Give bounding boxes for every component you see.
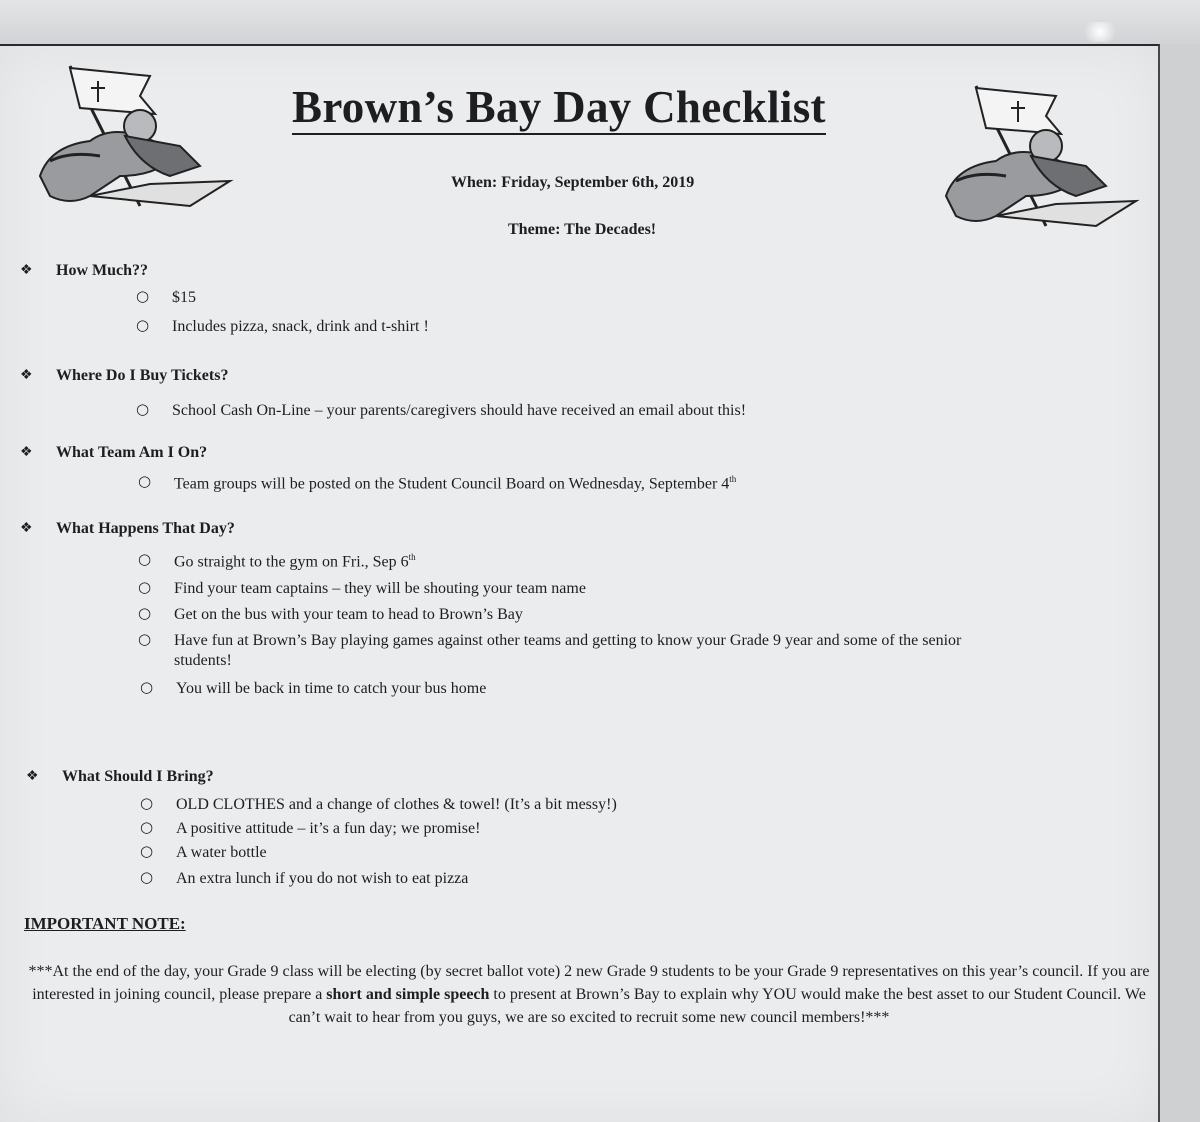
list-item: ○ Team groups will be posted on the Student Council Board on Wednesday, September 4th <box>138 472 737 493</box>
circle-bullet-icon: ○ <box>140 794 154 812</box>
list-item: ○ Find your team captains – they will be shouting your team name <box>138 578 586 597</box>
important-note-heading: IMPORTANT NOTE: <box>24 914 186 933</box>
list-item: ○ You will be back in time to catch your bus home <box>140 678 487 697</box>
knight-logo-right <box>936 76 1156 244</box>
circle-bullet-icon: ○ <box>136 287 150 305</box>
diamond-bullet-icon: ❖ <box>20 263 33 278</box>
section-heading-text: What Should I Bring? <box>62 768 214 785</box>
document-page <box>0 44 1160 1122</box>
section-heading-team <box>20 444 208 462</box>
event-date: When: Friday, September 6th, 2019 <box>451 174 695 191</box>
circle-bullet-icon: ○ <box>140 678 154 696</box>
document-title: Brown’s Bay Day Checklist <box>292 84 826 135</box>
circle-bullet-icon: ○ <box>140 842 154 860</box>
section-heading-tickets <box>20 367 229 385</box>
circle-bullet-icon: ○ <box>138 472 152 490</box>
list-item: ○ Have fun at Brown’s Bay playing games against other teams and getting to know your Grade 9 year and some of the senior <box>138 630 962 649</box>
list-item: ○ An extra lunch if you do not wish to eat pizza <box>140 868 469 887</box>
knight-logo-left <box>30 56 250 224</box>
section-heading-bring <box>26 768 214 786</box>
circle-bullet-icon: ○ <box>138 550 152 568</box>
event-theme: Theme: The Decades! <box>508 221 657 238</box>
section-heading-text: What Team Am I On? <box>56 444 208 461</box>
list-item: ○ Includes pizza, snack, drink and t-shirt ! <box>136 316 429 335</box>
circle-bullet-icon: ○ <box>138 604 152 622</box>
list-item: ○ Get on the bus with your team to head to Brown’s Bay <box>138 604 523 623</box>
section-heading-text: What Happens That Day? <box>56 520 235 537</box>
section-heading-how-much <box>20 262 148 280</box>
circle-bullet-icon: ○ <box>138 578 152 596</box>
section-heading-text: How Much?? <box>56 262 148 279</box>
section-heading-day <box>20 520 235 538</box>
important-note-body: ***At the end of the day, your Grade 9 class will be electing (by secret ballot vote) 2 new Grade 9 students to be your Grade 9 representatives on this year’s council. If you are interested in joining council, please prepare a short and simple speech to present at Brown’s Bay to explain why YOU would make the best asset to our Student Council. We can’t wait to hear from you guys, we are so excited to recruit some new council members!*** <box>28 963 1150 1026</box>
diamond-bullet-icon: ❖ <box>26 769 39 784</box>
list-item: ○ A water bottle <box>140 842 267 861</box>
circle-bullet-icon: ○ <box>140 818 154 836</box>
monitor-frame-top <box>0 0 1200 44</box>
list-item: ○ Go straight to the gym on Fri., Sep 6th <box>138 550 416 571</box>
diamond-bullet-icon: ❖ <box>20 445 33 460</box>
section-heading-text: Where Do I Buy Tickets? <box>56 367 229 384</box>
list-item: ○ $15 <box>136 287 196 306</box>
list-item-continuation: students! <box>174 652 232 669</box>
diamond-bullet-icon: ❖ <box>20 521 33 536</box>
list-item: ○ A positive attitude – it’s a fun day; we promise! <box>140 818 481 837</box>
diamond-bullet-icon: ❖ <box>20 368 33 383</box>
circle-bullet-icon: ○ <box>136 400 150 418</box>
circle-bullet-icon: ○ <box>138 630 152 648</box>
circle-bullet-icon: ○ <box>140 868 154 886</box>
list-item: ○ School Cash On-Line – your parents/caregivers should have received an email about this! <box>136 400 747 419</box>
screen-glare <box>1080 22 1120 42</box>
list-item: ○ OLD CLOTHES and a change of clothes & towel! (It’s a bit messy!) <box>140 794 617 813</box>
circle-bullet-icon: ○ <box>136 316 150 334</box>
